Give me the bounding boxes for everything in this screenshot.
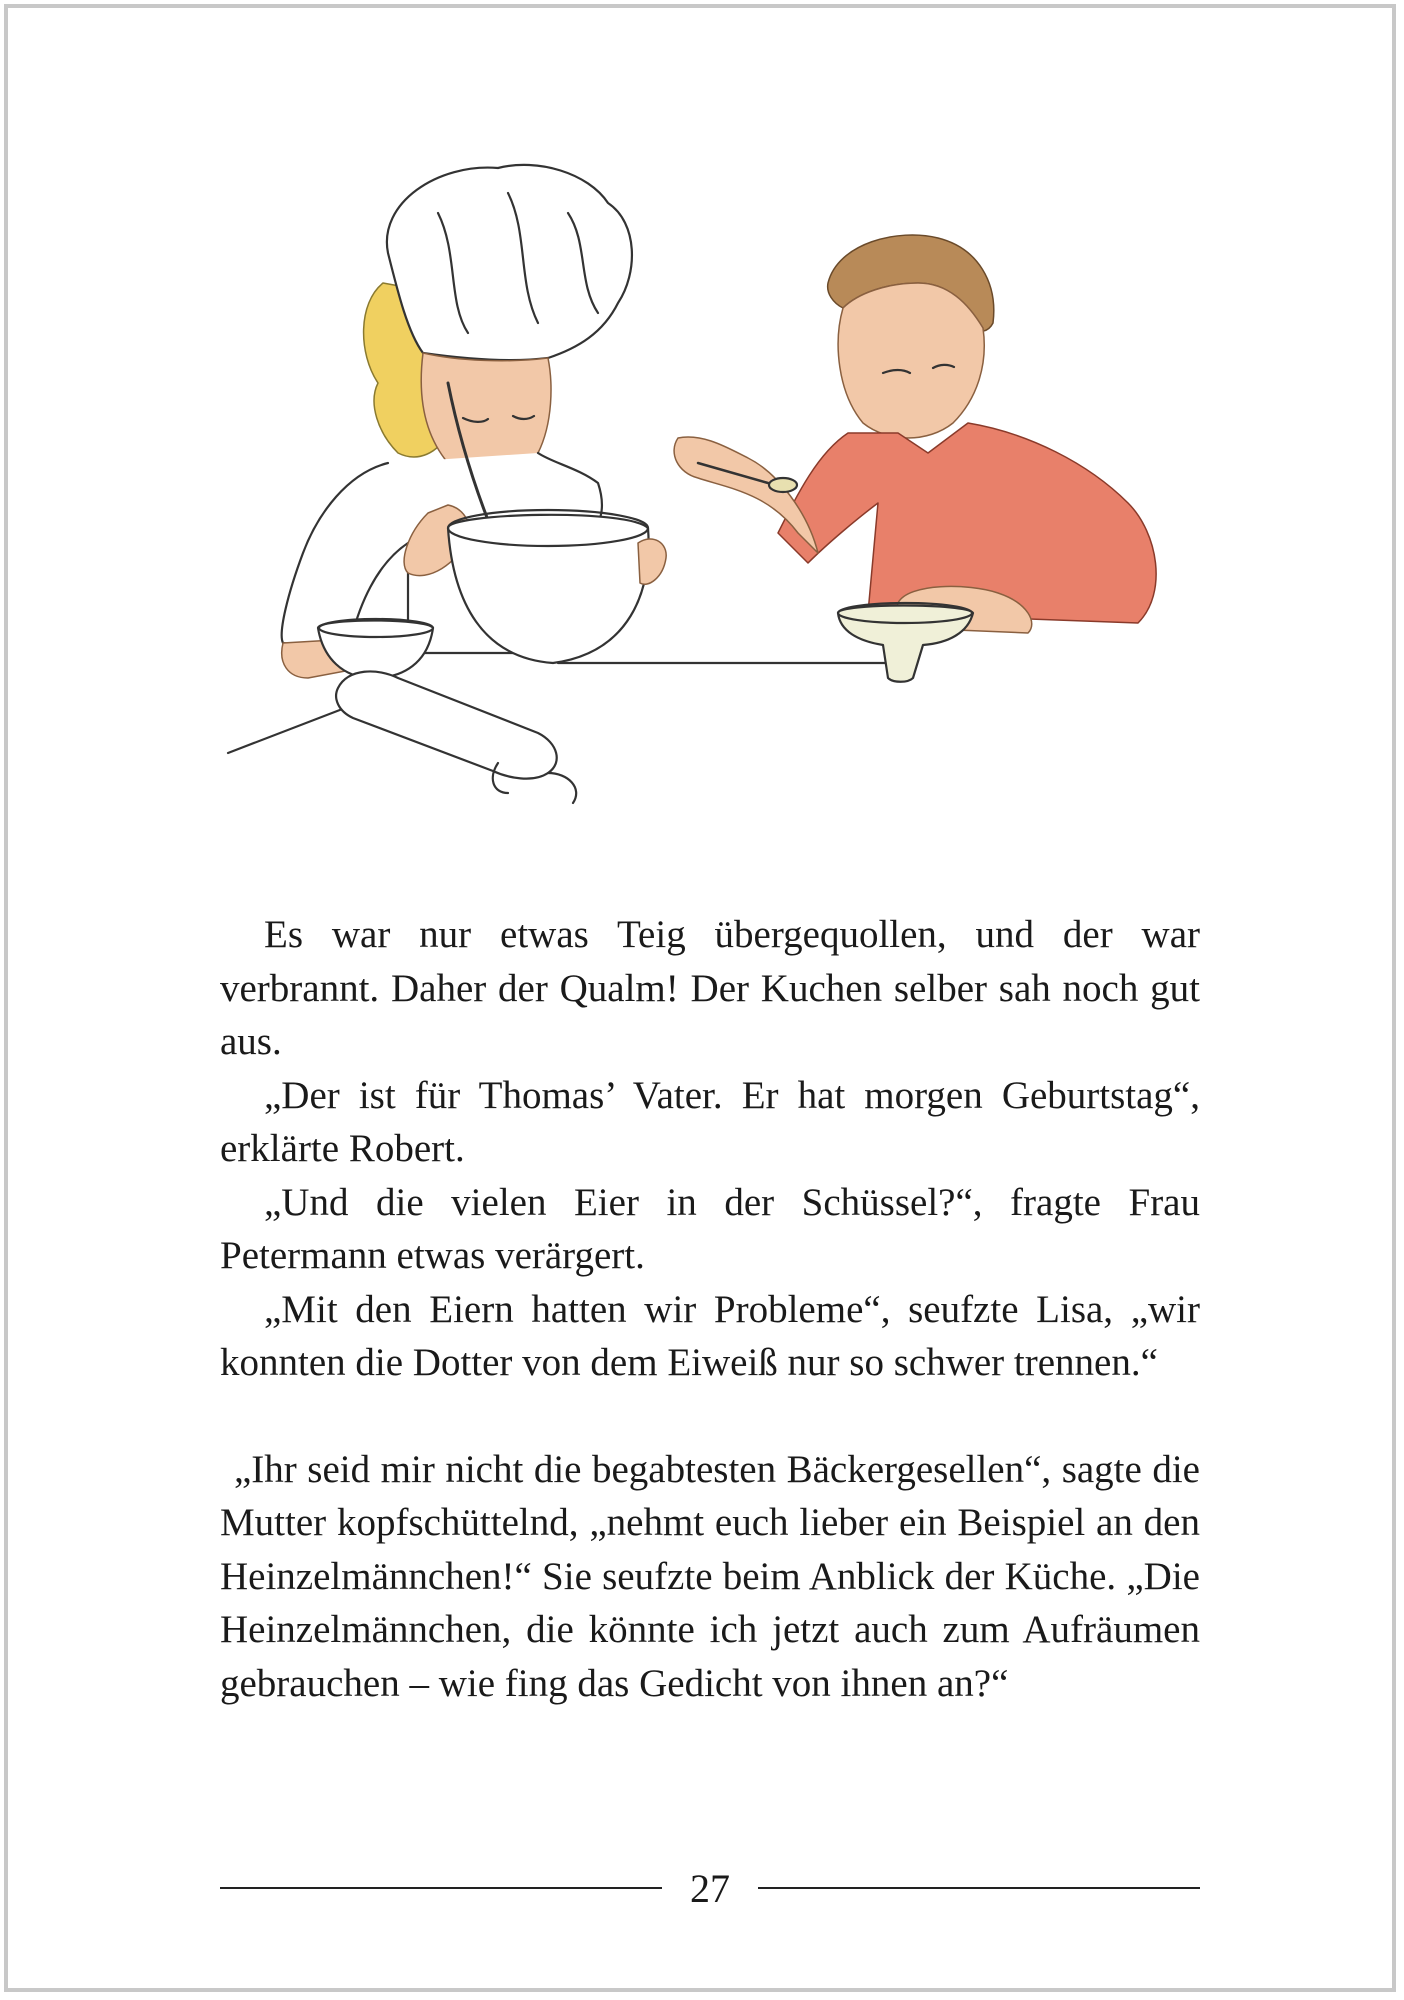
egg-bowl: [838, 606, 973, 682]
paragraph: „Ihr seid mir nicht die begabtesten Bäckergesellen“, sagte die Mutter kopfschüttelnd, „nehmt euch lieber ein Beispiel an den Heinzelmännchen!“ Sie seufzte beim Anblick der Küche. „Die Heinzelmännchen, die könnte ich jetzt auch zum Aufräumen gebrauchen – wie fing das Gedicht von ihnen an?“: [220, 1447, 1200, 1705]
page-number: 27: [690, 1865, 730, 1911]
illustration-children-baking: [208, 133, 1248, 813]
table-edge: [228, 663, 908, 753]
paragraph: Es war nur etwas Teig übergequollen, und der war verbrannt. Daher der Qualm! Der Kuchen selber sah noch gut aus.: [220, 913, 1200, 1063]
paragraph: „Der ist für Thomas’ Vater. Er hat morgen Geburtstag“, erklärte Robert.: [220, 1073, 1200, 1170]
boy-face: [838, 283, 984, 438]
footer-rule-right: [758, 1887, 1200, 1889]
rolling-pin: [336, 671, 557, 778]
footer-rule-left: [220, 1887, 662, 1889]
page-footer: [220, 1858, 1200, 1918]
paragraph: „Und die vielen Eier in der Schüssel?“, fragte Frau Petermann etwas verärgert.: [220, 1180, 1200, 1277]
page: [4, 4, 1396, 1992]
paragraph: „Mit den Eiern hatten wir Probleme“, seufzte Lisa, „wir konnten die Dotter von dem Eiweiß nur so schwer trennen.“: [220, 1287, 1200, 1384]
story-text: [220, 908, 1200, 1710]
